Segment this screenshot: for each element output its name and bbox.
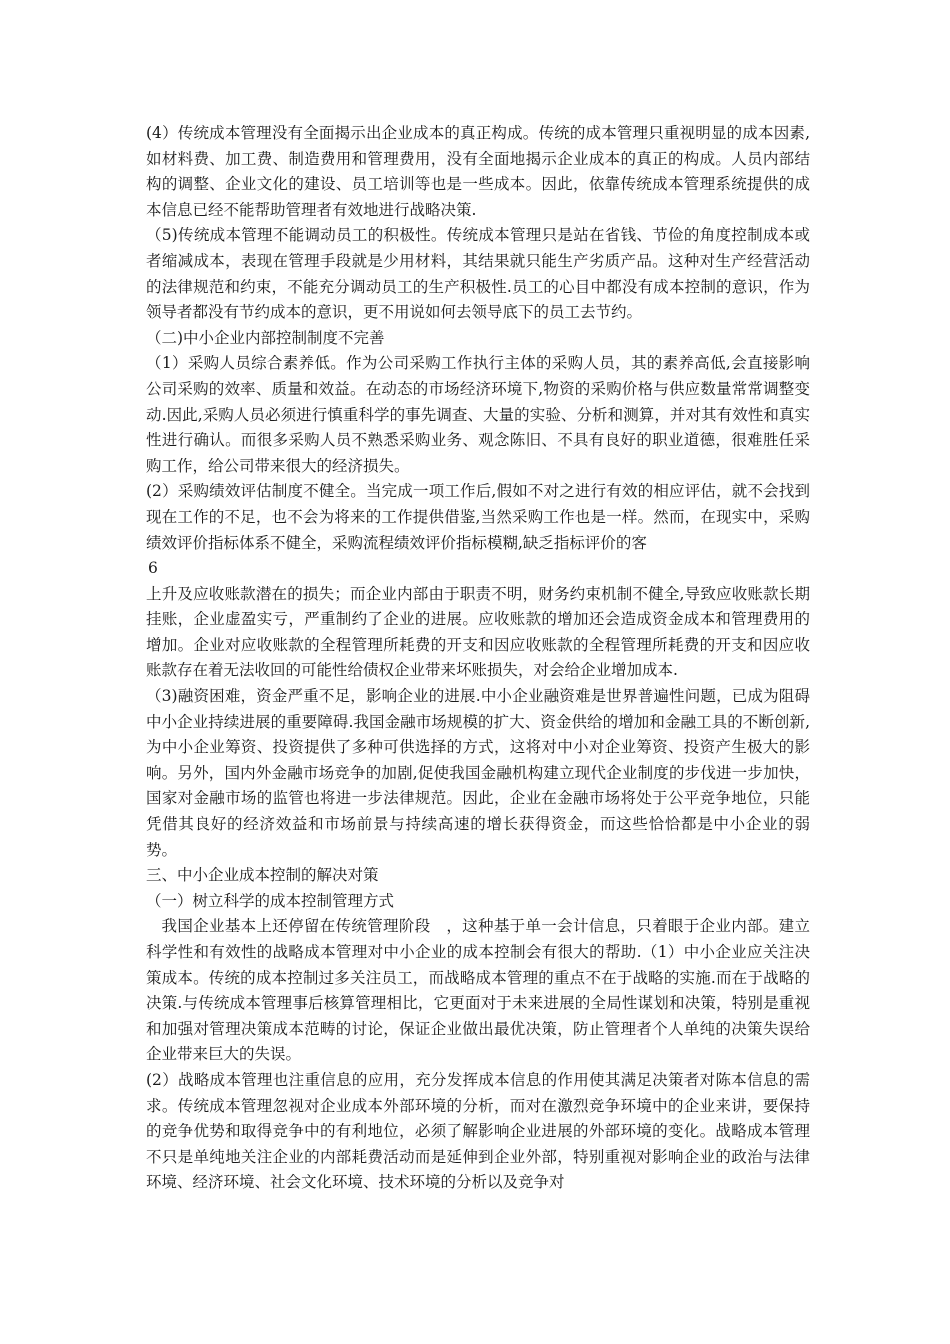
paragraph-financing: （3)融资困难，资金严重不足，影响企业的进展.中小企业融资难是世界普遍性问题，已成为阻碍中小企业持续进展的重要障碍.我国金融市场规模的扩大、资金供给的增加和金融工具的不断创新,为中小企业筹资、投资提供了多种可供选择的方式，这将对中小对企业筹资、投资产生极大的影响。另外，国内外金融市场竞争的加剧,促使我国金融机构建立现代企业制度的步伐进一步加快，国家对金融市场的监管也将进一步法律规范。因此，企业在金融市场将处于公平竞争地位，只能凭借其良好的经济效益和市场前景与持续高速的增长获得资金，而这些恰恰都是中小企业的弱势。 [146, 687, 810, 859]
paragraph-point-4: (4）传统成本管理没有全面揭示出企业成本的真正构成。传统的成本管理只重视明显的成本因素,如材料费、加工费、制造费用和管理费用，没有全面地揭示企业成本的真正的构成。人员内部结构的调整、企业文化的建设、员工培训等也是一些成本。因此，依靠传统成本管理系统提供的成本信息已经不能帮助管理者有效地进行战略决策. [146, 124, 810, 219]
section-heading-3: 三、中小企业成本控制的解决对策 [146, 866, 379, 885]
paragraph-point-5: （5)传统成本管理不能调动员工的积极性。传统成本管理只是站在省钱、节俭的角度控制成本或者缩减成本，表现在管理手段就是少用材料，其结果就只能生产劣质产品。这种对生产经营活动的法律规范和约束，不能充分调动员工的生产积极性.员工的心目中都没有成本控制的意识，作为领导者都没有节约成本的意识，更不用说如何去领导底下的员工去节约。 [146, 226, 810, 322]
document-body [146, 121, 810, 1196]
paragraph-purchasing-evaluation: (2）采购绩效评估制度不健全。当完成一项工作后,假如不对之进行有效的相应评估，就不会找到现在工作的不足，也不会为将来的工作提供借鉴,当然采购工作也是一样。然而，在现实中，采购绩效评价指标体系不健全，采购流程绩效评价指标模糊,缺乏指标评价的客 [146, 482, 810, 552]
subsection-heading-1: （一）树立科学的成本控制管理方式 [146, 891, 395, 910]
paragraph-purchasing-staff: （1）采购人员综合素养低。作为公司采购工作执行主体的采购人员，其的素养高低,会直接影响公司采购的效率、质量和效益。在动态的市场经济环境下,物资的采购价格与供应数量常常调整变动.因此,采购人员必须进行慎重科学的事先调查、大量的实验、分析和测算，并对其有效性和真实性进行确认。而很多采购人员不熟悉采购业务、观念陈旧、不具有良好的职业道德，很难胜任采购工作，给公司带来很大的经济损失。 [146, 354, 810, 475]
paragraph-strategic-cost: 我国企业基本上还停留在传统管理阶段 ，这种基于单一会计信息，只着眼于企业内部。建立科学性和有效性的战略成本管理对中小企业的成本控制会有很大的帮助.（1）中小企业应关注决策成本。传统的成本控制过多关注员工，而战略成本管理的重点不在于战略的实施.而在于战略的决策.与传统成本管理事后核算管理相比，它更面对于未来进展的全局性谋划和决策，特别是重视和加强对管理决策成本范畴的讨论，保证企业做出最优决策，防止管理者个人单纯的决策失误给企业带来巨大的失误。 [146, 917, 810, 1064]
paragraph-information-use: (2）战略成本管理也注重信息的应用，充分发挥成本信息的作用使其满足决策者对陈本信息的需求。传统成本管理忽视对企业成本外部环境的分析，而对在激烈竞争环境中的企业来讲，要保持的竞争优势和取得竞争中的有利地位，必须了解影响企业进展的外部环境的变化。战略成本管理不只是单纯地关注企业的内部耗费活动而是延伸到企业外部，特别重视对影响企业的政治与法律环境、经济环境、社会文化环境、技术环境的分析以及竞争对 [146, 1070, 810, 1192]
page-number: 6 [148, 559, 158, 578]
paragraph-receivables: 上升及应收账款潜在的损失；而企业内部由于职责不明，财务约束机制不健全,导致应收账款长期挂账，企业虚盈实亏，严重制约了企业的进展。应收账款的增加还会造成资金成本和管理费用的增加。企业对应收账款的全程管理所耗费的开支和因应收账款的全程管理所耗费的开支和因应收账款存在着无法收回的可能性给债权企业带来坏账损失，对会给企业增加成本. [146, 584, 810, 680]
section-heading-2: （二)中小企业内部控制制度不完善 [146, 328, 385, 347]
